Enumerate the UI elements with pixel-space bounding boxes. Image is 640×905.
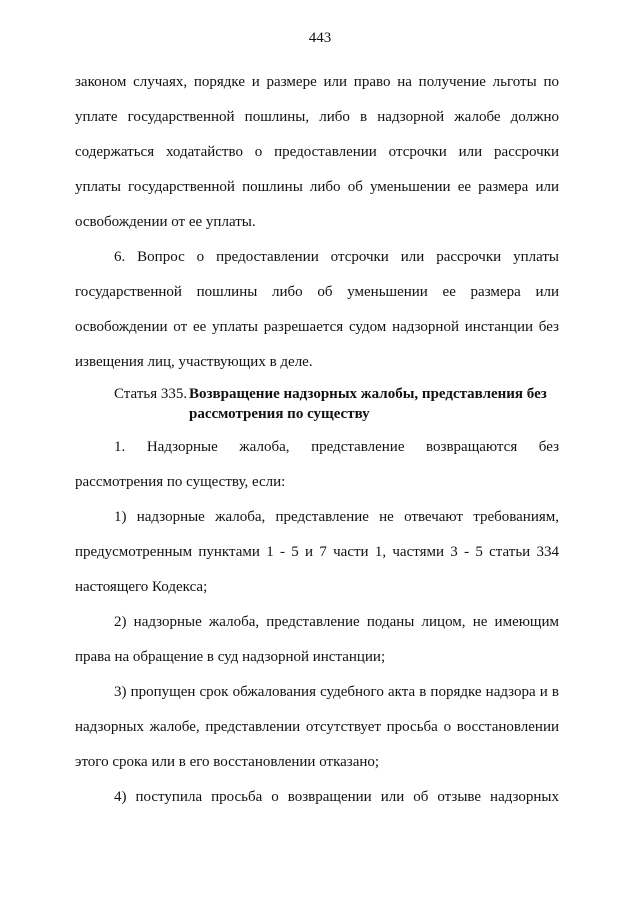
text-line: этого срока или в его восстановлении отказано; (75, 754, 380, 770)
text-line: рассмотрения по существу, если: (75, 474, 286, 490)
text-line: предусмотренным пунктами 1 - 5 и 7 части 1, частями 3 - 5 статьи 334 (75, 544, 559, 560)
article-title-line-2: рассмотрения по существу (189, 406, 370, 422)
text-line: 1. Надзорные жалоба, представление возвращаются без (114, 439, 559, 455)
text-line: освобождении от ее уплаты разрешается судом надзорной инстанции без (75, 319, 559, 335)
text-line: настоящего Кодекса; (75, 579, 208, 595)
text-line: права на обращение в суд надзорной инстанции; (75, 649, 386, 665)
article-title-line-1: Возвращение надзорных жалобы, представления без (189, 386, 547, 402)
article-number: Статья 335. (114, 386, 188, 402)
page-number: 443 (308, 30, 332, 46)
text-line: 1) надзорные жалоба, представление не отвечают требованиям, (114, 509, 559, 525)
text-line: государственной пошлины либо об уменьшении ее размера или (75, 284, 559, 300)
text-line: 6. Вопрос о предоставлении отсрочки или рассрочки уплаты (114, 249, 559, 265)
text-line: 3) пропущен срок обжалования судебного акта в порядке надзора и в (114, 684, 559, 700)
text-line: извещения лиц, участвующих в деле. (75, 354, 313, 370)
text-line: уплате государственной пошлины, либо в надзорной жалобе должно (75, 109, 559, 125)
text-line: содержаться ходатайство о предоставлении отсрочки или рассрочки (75, 144, 559, 160)
text-line: уплаты государственной пошлины либо об уменьшении ее размера или (75, 179, 559, 195)
text-line: законом случаях, порядке и размере или право на получение льготы по (75, 74, 559, 90)
text-line: освобождении от ее уплаты. (75, 214, 256, 230)
text-line: 2) надзорные жалоба, представление поданы лицом, не имеющим (114, 614, 559, 630)
text-line: 4) поступила просьба о возвращении или об отзыве надзорных (114, 789, 559, 805)
text-line: надзорных жалобе, представлении отсутствует просьба о восстановлении (75, 719, 559, 735)
